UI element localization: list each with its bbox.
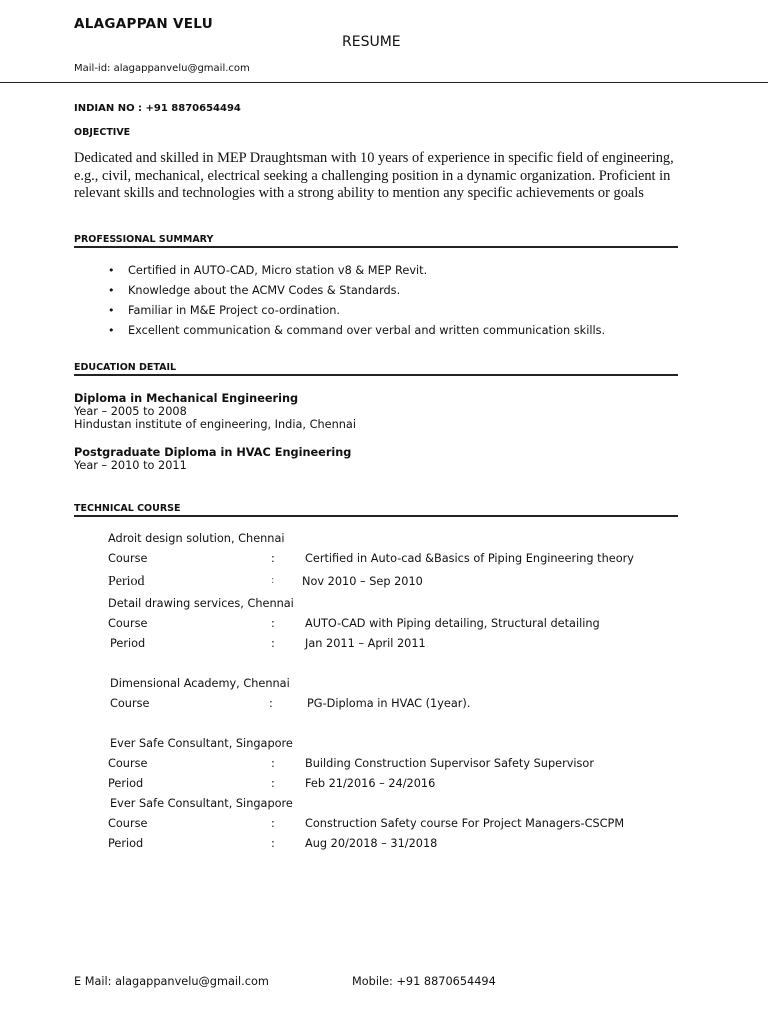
course-organization: Ever Safe Consultant, Singapore	[110, 737, 293, 750]
summary-list	[108, 263, 605, 343]
summary-rule	[74, 246, 678, 248]
document-title: RESUME	[342, 34, 401, 50]
header-divider	[0, 82, 768, 83]
period-colon: :	[271, 837, 275, 850]
summary-item: • Certified in AUTO-CAD, Micro station v8 & MEP Revit.	[108, 263, 605, 283]
period-colon: :	[271, 575, 275, 586]
course-label: Course	[108, 757, 148, 770]
candidate-name: ALAGAPPAN VELU	[74, 16, 213, 32]
footer-email: E Mail: alagappanvelu@gmail.com	[74, 975, 269, 988]
course-label: Course	[108, 552, 148, 565]
course-organization: Dimensional Academy, Chennai	[110, 677, 290, 690]
phone-number: INDIAN NO : +91 8870654494	[74, 103, 241, 114]
objective-text: Dedicated and skilled in MEP Draughtsman with 10 years of experience in specific field of engineering, e.g., civil, mechanical, electrical seeking a challenging position in a dynamic organization. Proficient in relevant skills and technologies with a strong ability to mention any specific achievements or goals	[74, 150, 674, 201]
period-label: Period	[110, 637, 146, 650]
education-title: Postgraduate Diploma in HVAC Engineering	[74, 446, 352, 459]
education-rule	[74, 374, 678, 376]
summary-item: • Familiar in M&E Project co-ordination.	[108, 303, 605, 323]
education-heading: EDUCATION DETAIL	[74, 362, 177, 373]
course-organization: Detail drawing services, Chennai	[108, 597, 294, 610]
course-label: Course	[108, 817, 148, 830]
education-institute: Hindustan institute of engineering, India, Chennai	[74, 418, 356, 431]
course-organization: Adroit design solution, Chennai	[108, 532, 285, 545]
course-value: PG-Diploma in HVAC (1year).	[307, 697, 471, 710]
course-colon: :	[271, 757, 275, 770]
course-colon: :	[271, 617, 275, 630]
course-label: Course	[110, 697, 150, 710]
education-year: Year – 2010 to 2011	[74, 459, 187, 472]
period-label: Period	[108, 837, 144, 850]
education-year: Year – 2005 to 2008	[74, 405, 187, 418]
technical-heading: TECHNICAL COURSE	[74, 503, 181, 514]
course-colon: :	[271, 817, 275, 830]
course-value: Construction Safety course For Project Managers-CSCPM	[305, 817, 625, 830]
footer-mobile: Mobile: +91 8870654494	[352, 975, 496, 988]
period-colon: :	[271, 637, 275, 650]
course-colon: :	[271, 552, 275, 565]
mail-id: Mail-id: alagappanvelu@gmail.com	[74, 63, 250, 74]
period-value: Nov 2010 – Sep 2010	[302, 575, 423, 588]
course-label: Course	[108, 617, 148, 630]
summary-item: • Knowledge about the ACMV Codes & Standards.	[108, 283, 605, 303]
course-value: AUTO-CAD with Piping detailing, Structural detailing	[305, 617, 600, 630]
course-value: Certified in Auto-cad &Basics of Piping Engineering theory	[305, 552, 634, 565]
period-value: Aug 20/2018 – 31/2018	[305, 837, 438, 850]
period-value: Feb 21/2016 – 24/2016	[305, 777, 436, 790]
education-title: Diploma in Mechanical Engineering	[74, 392, 299, 405]
period-value: Jan 2011 – April 2011	[305, 637, 426, 650]
period-label: Period	[108, 574, 145, 589]
course-value: Building Construction Supervisor Safety Supervisor	[305, 757, 594, 770]
course-organization: Ever Safe Consultant, Singapore	[110, 797, 293, 810]
objective-heading: OBJECTIVE	[74, 127, 131, 138]
technical-rule	[74, 515, 678, 517]
period-colon: :	[271, 777, 275, 790]
period-label: Period	[108, 777, 144, 790]
summary-heading: PROFESSIONAL SUMMARY	[74, 234, 214, 245]
summary-item: • Excellent communication & command over verbal and written communication skills.	[108, 323, 605, 343]
course-colon: :	[269, 697, 273, 710]
